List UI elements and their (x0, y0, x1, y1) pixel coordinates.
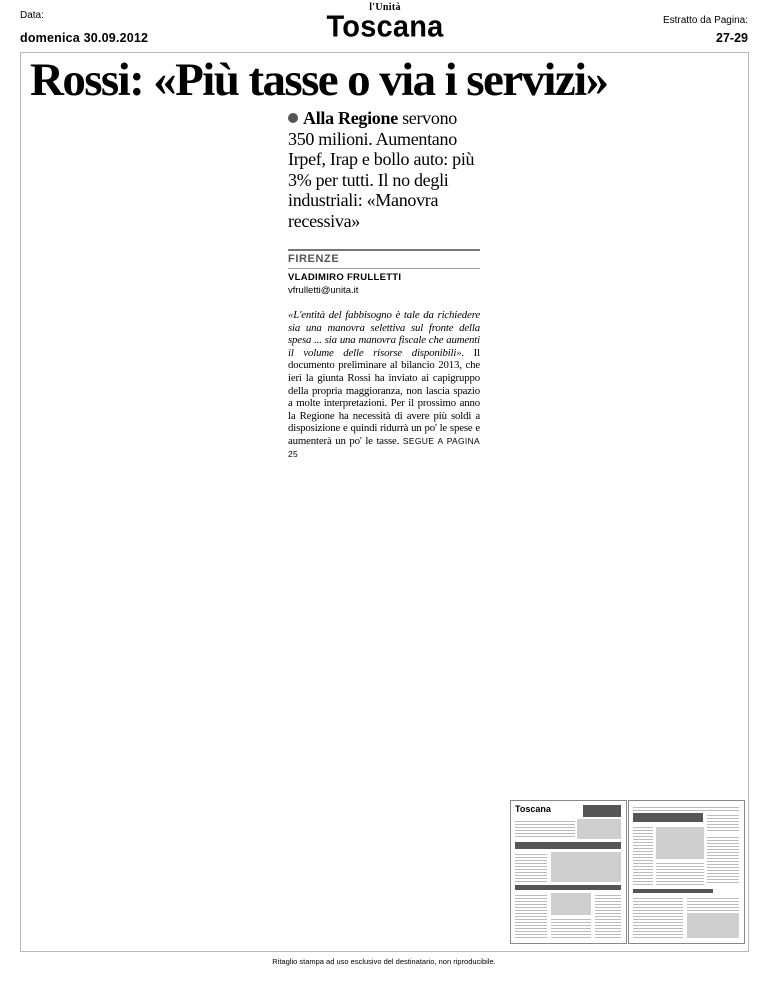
continued-reference: SEGUE A PAGINA 25 (288, 435, 480, 459)
subhead-text: servono 350 milioni. Aumentano Irpef, Irap e bollo auto: più 3% per tutti. Il no degli industriali: «Manovra recessiva» (288, 108, 475, 231)
subhead-lead: Alla Regione (303, 108, 398, 128)
dateline-section: FIRENZE (288, 253, 340, 265)
masthead-publisher: l'Unità (369, 2, 401, 13)
publication-date: domenica 30.09.2012 (20, 31, 149, 45)
article-body (288, 309, 480, 460)
bullet-icon (288, 113, 298, 123)
page-thumbnail-2 (628, 800, 745, 944)
section-divider-thin (288, 268, 480, 269)
extract-page-numbers: 27-29 (716, 31, 748, 45)
body-quote: «L'entità del fabbisogno è tale da richiedere sia una manovra selettiva sul fronte della spesa ... sia una manovra fiscale che aumenti il volume delle risorse disponibili». (288, 309, 480, 359)
article-subheadline (288, 108, 483, 231)
newspaper-masthead (310, 2, 460, 44)
copyright-footer: Ritaglio stampa ad uso esclusivo del destinatario, non riproducibile. (272, 957, 496, 966)
date-label: Data: (20, 10, 44, 21)
author-email: vfrulletti@unita.it (288, 285, 359, 296)
body-paragraph: Il documento preliminare al bilancio 2013, che ieri la giunta Rossi ha inviato ai capigruppo della propria maggioranza, non lascia spazio a molte interpretazioni. Per il prossimo anno la Regione ha necessità di avere più soldi a disposizione e quindi ridurrà un po' le spese e aumenterà un po' le tasse. (288, 346, 480, 447)
thumbnail-title: Toscana (515, 804, 551, 814)
article-headline: Rossi: «Più tasse o via i servizi» (30, 54, 608, 106)
extract-page-label: Estratto da Pagina: (662, 15, 748, 26)
section-divider (288, 249, 480, 251)
page-thumbnail-1 (510, 800, 627, 944)
masthead-section-title: Toscana (326, 10, 444, 44)
article-author: VLADIMIRO FRULLETTI (288, 272, 402, 283)
